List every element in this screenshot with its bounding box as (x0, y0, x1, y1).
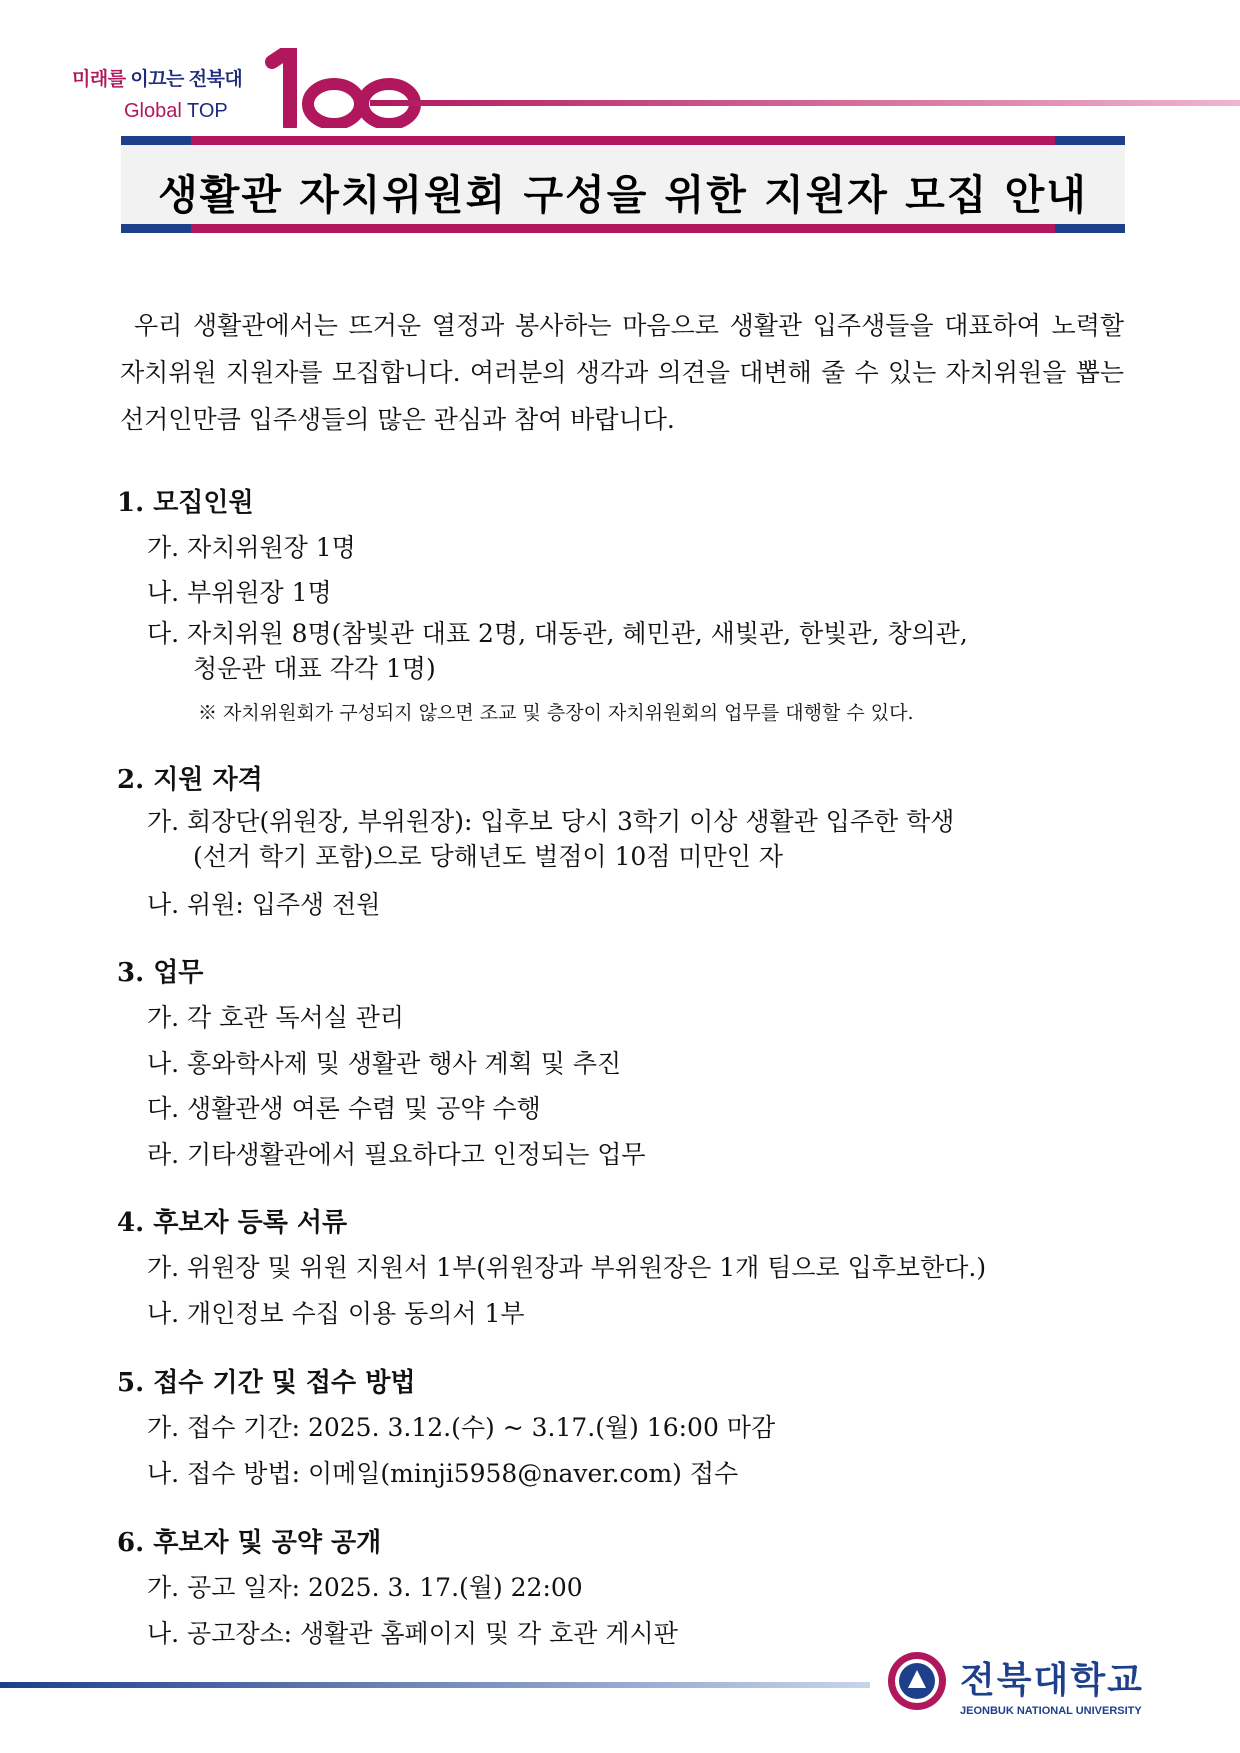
section-2-title: 2. 지원 자격 (117, 765, 263, 795)
global-word: Global (124, 100, 182, 122)
section-1-item-b: 나. 부위원장 1명 (147, 578, 332, 607)
global-top-text (124, 100, 228, 123)
slogan-part1: 미래를 (72, 69, 126, 90)
section-2-item-a-line1: 가. 회장단(위원장, 부위원장): 입후보 당시 3학기 이상 생활관 입주한 학생 (147, 807, 955, 836)
header-rule (370, 100, 1240, 106)
title-bottom-bar (121, 224, 1125, 233)
section-6-item-b: 나. 공고장소: 생활관 홈페이지 및 각 호관 게시판 (147, 1619, 678, 1648)
section-5-item-b: 나. 접수 방법: 이메일(minji5958@naver.com) 접수 (147, 1459, 739, 1488)
section-1-item-c-line1: 다. 자치위원 8명(참빛관 대표 2명, 대동관, 혜민관, 새빛관, 한빛관, 창의관, (147, 619, 968, 648)
section-2-item-a (147, 804, 1127, 874)
section-5-title: 5. 접수 기간 및 접수 방법 (117, 1368, 416, 1398)
university-name-kor: 전북대학교 (960, 1660, 1144, 1701)
section-2-item-b: 나. 위원: 입주생 전원 (147, 890, 381, 919)
section-4-title: 4. 후보자 등록 서류 (117, 1208, 348, 1238)
slogan-part2: 이끄는 (130, 69, 184, 90)
hundred-mark (264, 48, 454, 128)
title-top-bar (121, 136, 1125, 145)
footer-rule (0, 1682, 870, 1688)
top-word: TOP (187, 100, 228, 122)
page-title: 생활관 자치위원회 구성을 위한 지원자 모집 안내 (158, 171, 1088, 219)
university-seal-icon (886, 1650, 948, 1712)
section-1-item-a: 가. 자치위원장 1명 (147, 533, 356, 562)
section-6-title: 6. 후보자 및 공약 공개 (117, 1528, 382, 1558)
section-6-item-a: 가. 공고 일자: 2025. 3. 17.(월) 22:00 (147, 1573, 583, 1602)
section-3-title: 3. 업무 (117, 958, 204, 988)
section-1-item-c (147, 616, 1127, 686)
university-name-eng: JEONBUK NATIONAL UNIVERSITY (960, 1705, 1142, 1717)
section-3-item-d: 라. 기타생활관에서 필요하다고 인정되는 업무 (147, 1140, 646, 1169)
section-4-item-a: 가. 위원장 및 위원 지원서 1부(위원장과 부위원장은 1개 팀으로 입후보한다.) (147, 1253, 987, 1282)
global-top-100-logo (64, 48, 394, 128)
slogan (72, 64, 242, 91)
section-2-item-a-line2: (선거 학기 포함)으로 당해년도 벌점이 10점 미만인 자 (193, 842, 783, 871)
section-3-item-c: 다. 생활관생 여론 수렴 및 공약 수행 (147, 1094, 541, 1123)
section-1-title: 1. 모집인원 (117, 488, 254, 518)
section-5-item-a: 가. 접수 기간: 2025. 3.12.(수) ~ 3.17.(월) 16:00 마감 (147, 1413, 776, 1442)
section-3-item-b: 나. 홍와학사제 및 생활관 행사 계획 및 추진 (147, 1049, 622, 1078)
university-logo (960, 1652, 1144, 1717)
intro-paragraph: 우리 생활관에서는 뜨거운 열정과 봉사하는 마음으로 생활관 입주생들을 대표하여 노력할 자치위원 지원자를 모집합니다. 여러분의 생각과 의견을 대변해 줄 수 있는 자치위원을 뽑는 선거인만큼 입주생들의 많은 관심과 참여 바랍니다. (120, 311, 1124, 434)
section-3-item-a: 가. 각 호관 독서실 관리 (147, 1003, 405, 1032)
section-1-item-c-line2: 청운관 대표 각각 1명) (193, 654, 436, 683)
section-1-note: ※ 자치위원회가 구성되지 않으면 조교 및 층장이 자치위원회의 업무를 대행할 수 있다. (198, 702, 914, 724)
title-box (121, 136, 1125, 233)
section-4-item-b: 나. 개인정보 수집 이용 동의서 1부 (147, 1299, 525, 1328)
slogan-part3: 전북대 (188, 69, 243, 90)
